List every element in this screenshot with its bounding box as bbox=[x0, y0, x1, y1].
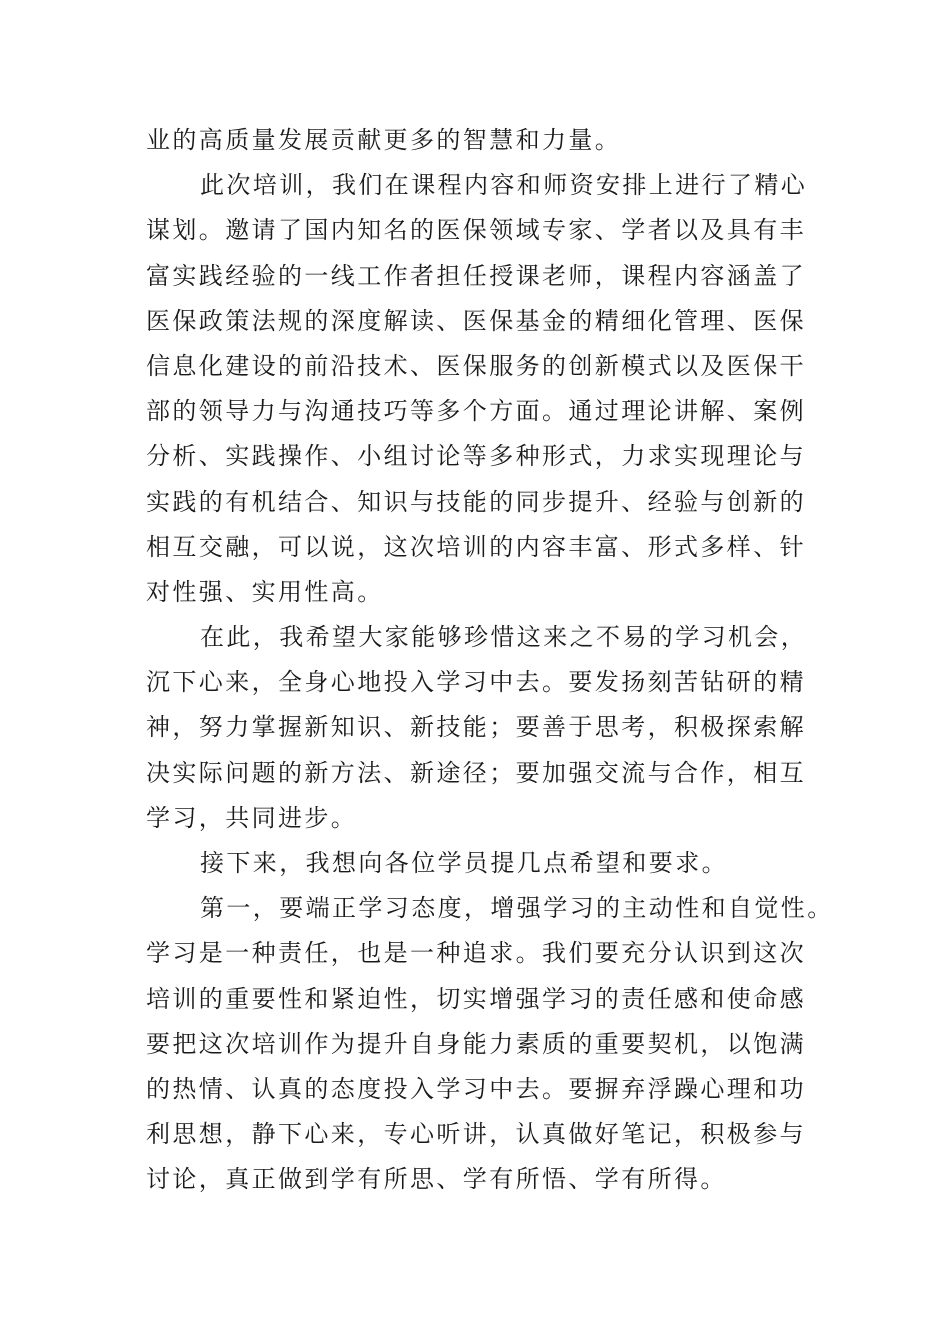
text-line: 此次培训，我们在课程内容和师资安排上进行了精心 bbox=[200, 171, 808, 200]
text-line: 富实践经验的一线工作者担任授课老师，课程内容涵盖了 bbox=[146, 261, 806, 290]
text-line: 谋划。邀请了国内知名的医保领域专家、学者以及具有丰 bbox=[146, 216, 806, 245]
text-line: 讨论，真正做到学有所思、学有所悟、学有所得。 bbox=[146, 1165, 727, 1194]
text-line: 医保政策法规的深度解读、医保基金的精细化管理、医保 bbox=[146, 306, 806, 335]
text-line: 第一，要端正学习态度，增强学习的主动性和自觉性。 bbox=[200, 894, 834, 923]
text-line: 学习是一种责任，也是一种追求。我们要充分认识到这次 bbox=[146, 939, 806, 968]
text-line: 学习，共同进步。 bbox=[146, 803, 358, 832]
text-line: 接下来，我想向各位学员提几点希望和要求。 bbox=[200, 849, 728, 877]
text-line: 神，努力掌握新知识、新技能；要善于思考，积极探索解 bbox=[146, 713, 806, 742]
text-line: 分析、实践操作、小组讨论等多种形式，力求实现理论与 bbox=[146, 442, 806, 471]
text-line: 决实际问题的新方法、新途径；要加强交流与合作，相互 bbox=[146, 758, 806, 787]
text-line: 业的高质量发展贡献更多的智慧和力量。 bbox=[146, 126, 622, 154]
text-line: 的热情、认真的态度投入学习中去。要摒弃浮躁心理和功 bbox=[146, 1074, 806, 1103]
text-line: 实践的有机结合、知识与技能的同步提升、经验与创新的 bbox=[146, 487, 806, 516]
text-line: 培训的重要性和紧迫性，切实增强学习的责任感和使命感 bbox=[146, 984, 806, 1013]
document-body bbox=[146, 118, 846, 1203]
text-line: 相互交融，可以说，这次培训的内容丰富、形式多样、针 bbox=[146, 532, 806, 561]
text-line: 信息化建设的前沿技术、医保服务的创新模式以及医保干 bbox=[146, 351, 806, 380]
text-line: 要把这次培训作为提升自身能力素质的重要契机，以饱满 bbox=[146, 1029, 806, 1058]
text-line: 部的领导力与沟通技巧等多个方面。通过理论讲解、案例 bbox=[146, 397, 806, 426]
text-line: 沉下心来，全身心地投入学习中去。要发扬刻苦钻研的精 bbox=[146, 668, 806, 697]
text-line: 对性强、实用性高。 bbox=[146, 577, 384, 606]
text-line: 在此，我希望大家能够珍惜这来之不易的学习机会， bbox=[200, 623, 808, 652]
text-line: 利思想，静下心来，专心听讲，认真做好笔记，积极参与 bbox=[146, 1120, 806, 1149]
